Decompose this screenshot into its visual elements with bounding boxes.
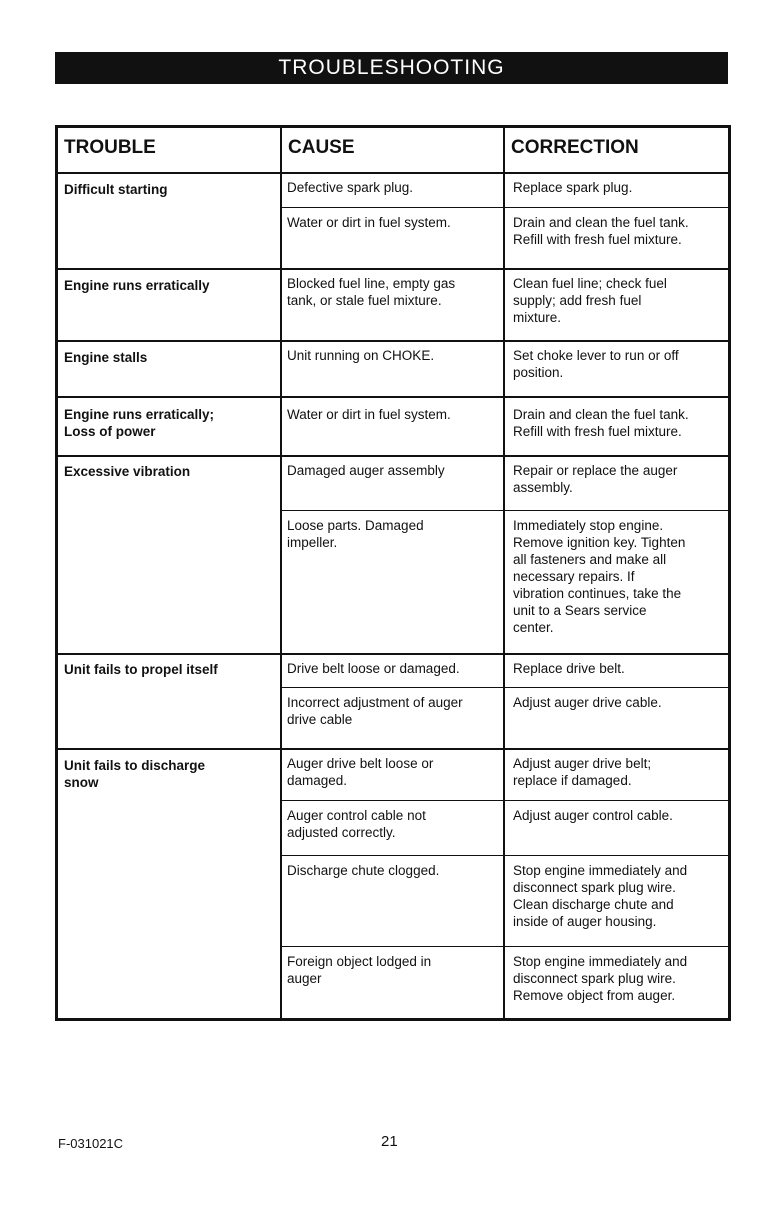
trouble-label: Excessive vibration xyxy=(64,464,191,479)
cause-row xyxy=(280,340,728,396)
cause-text: Damaged auger assembly xyxy=(287,463,445,478)
correction-text: Stop engine immediately and disconnect spark plug wire. Remove object from auger. xyxy=(513,954,688,1003)
correction-text: Adjust auger control cable. xyxy=(513,808,673,823)
correction-text: Drain and clean the fuel tank. Refill with fresh fuel mixture. xyxy=(513,215,689,247)
trouble-label: Engine runs erratically; Loss of power xyxy=(64,407,215,439)
header-cause: CAUSE xyxy=(288,137,355,158)
table-row xyxy=(58,653,728,750)
correction-text: Drain and clean the fuel tank. Refill with fresh fuel mixture. xyxy=(513,407,689,439)
cause-row xyxy=(280,653,728,688)
header-correction: CORRECTION xyxy=(511,137,639,158)
cause-text: Water or dirt in fuel system. xyxy=(287,215,451,230)
cause-row xyxy=(280,268,728,340)
cause-row xyxy=(280,510,728,653)
table-row xyxy=(58,340,728,398)
document-code: F-031021C xyxy=(58,1136,124,1151)
table-row xyxy=(58,172,728,270)
page-banner: TROUBLESHOOTING xyxy=(55,52,728,84)
correction-text: Stop engine immediately and disconnect spark plug wire. Clean discharge chute and inside of auger housing. xyxy=(513,863,688,929)
cause-row xyxy=(280,748,728,801)
correction-text: Adjust auger drive belt; replace if damaged. xyxy=(513,756,652,788)
cause-row xyxy=(280,855,728,947)
table-row xyxy=(58,268,728,342)
cause-text: Defective spark plug. xyxy=(287,180,414,195)
correction-text: Replace spark plug. xyxy=(513,180,633,195)
cause-text: Incorrect adjustment of auger drive cable xyxy=(287,695,463,727)
cause-text: Water or dirt in fuel system. xyxy=(287,407,451,422)
cause-text: Foreign object lodged in auger xyxy=(287,954,432,986)
cause-row xyxy=(280,455,728,511)
table-row xyxy=(58,396,728,457)
correction-text: Set choke lever to run or off position. xyxy=(513,348,679,380)
cause-row xyxy=(280,207,728,268)
correction-text: Clean fuel line; check fuel supply; add fresh fuel mixture. xyxy=(513,276,667,325)
cause-row xyxy=(280,687,728,748)
cause-text: Unit running on CHOKE. xyxy=(287,348,435,363)
cause-text: Blocked fuel line, empty gas tank, or stale fuel mixture. xyxy=(287,276,456,308)
cause-text: Auger control cable not adjusted correctly. xyxy=(287,808,426,840)
table-row xyxy=(58,455,728,655)
cause-row xyxy=(280,172,728,208)
cause-row xyxy=(280,800,728,856)
header-trouble: TROUBLE xyxy=(64,137,156,158)
correction-text: Replace drive belt. xyxy=(513,661,625,676)
cause-text: Auger drive belt loose or damaged. xyxy=(287,756,434,788)
correction-text: Repair or replace the auger assembly. xyxy=(513,463,678,495)
page-number: 21 xyxy=(381,1133,398,1150)
table-row xyxy=(58,748,728,1018)
trouble-label: Unit fails to propel itself xyxy=(64,662,218,677)
cause-text: Discharge chute clogged. xyxy=(287,863,440,878)
troubleshooting-table xyxy=(55,125,731,1021)
cause-text: Drive belt loose or damaged. xyxy=(287,661,460,676)
cause-row xyxy=(280,946,728,1018)
trouble-label: Engine stalls xyxy=(64,350,148,365)
table-header xyxy=(58,128,728,174)
trouble-label: Unit fails to discharge snow xyxy=(64,758,206,790)
cause-row xyxy=(280,396,728,455)
trouble-label: Difficult starting xyxy=(64,182,168,197)
correction-text: Adjust auger drive cable. xyxy=(513,695,662,710)
trouble-label: Engine runs erratically xyxy=(64,278,210,293)
correction-text: Immediately stop engine. Remove ignition key. Tighten all fasteners and make all necessary repairs. If vibration continues, take the unit to a Sears service center. xyxy=(513,518,686,635)
cause-text: Loose parts. Damaged impeller. xyxy=(287,518,424,550)
